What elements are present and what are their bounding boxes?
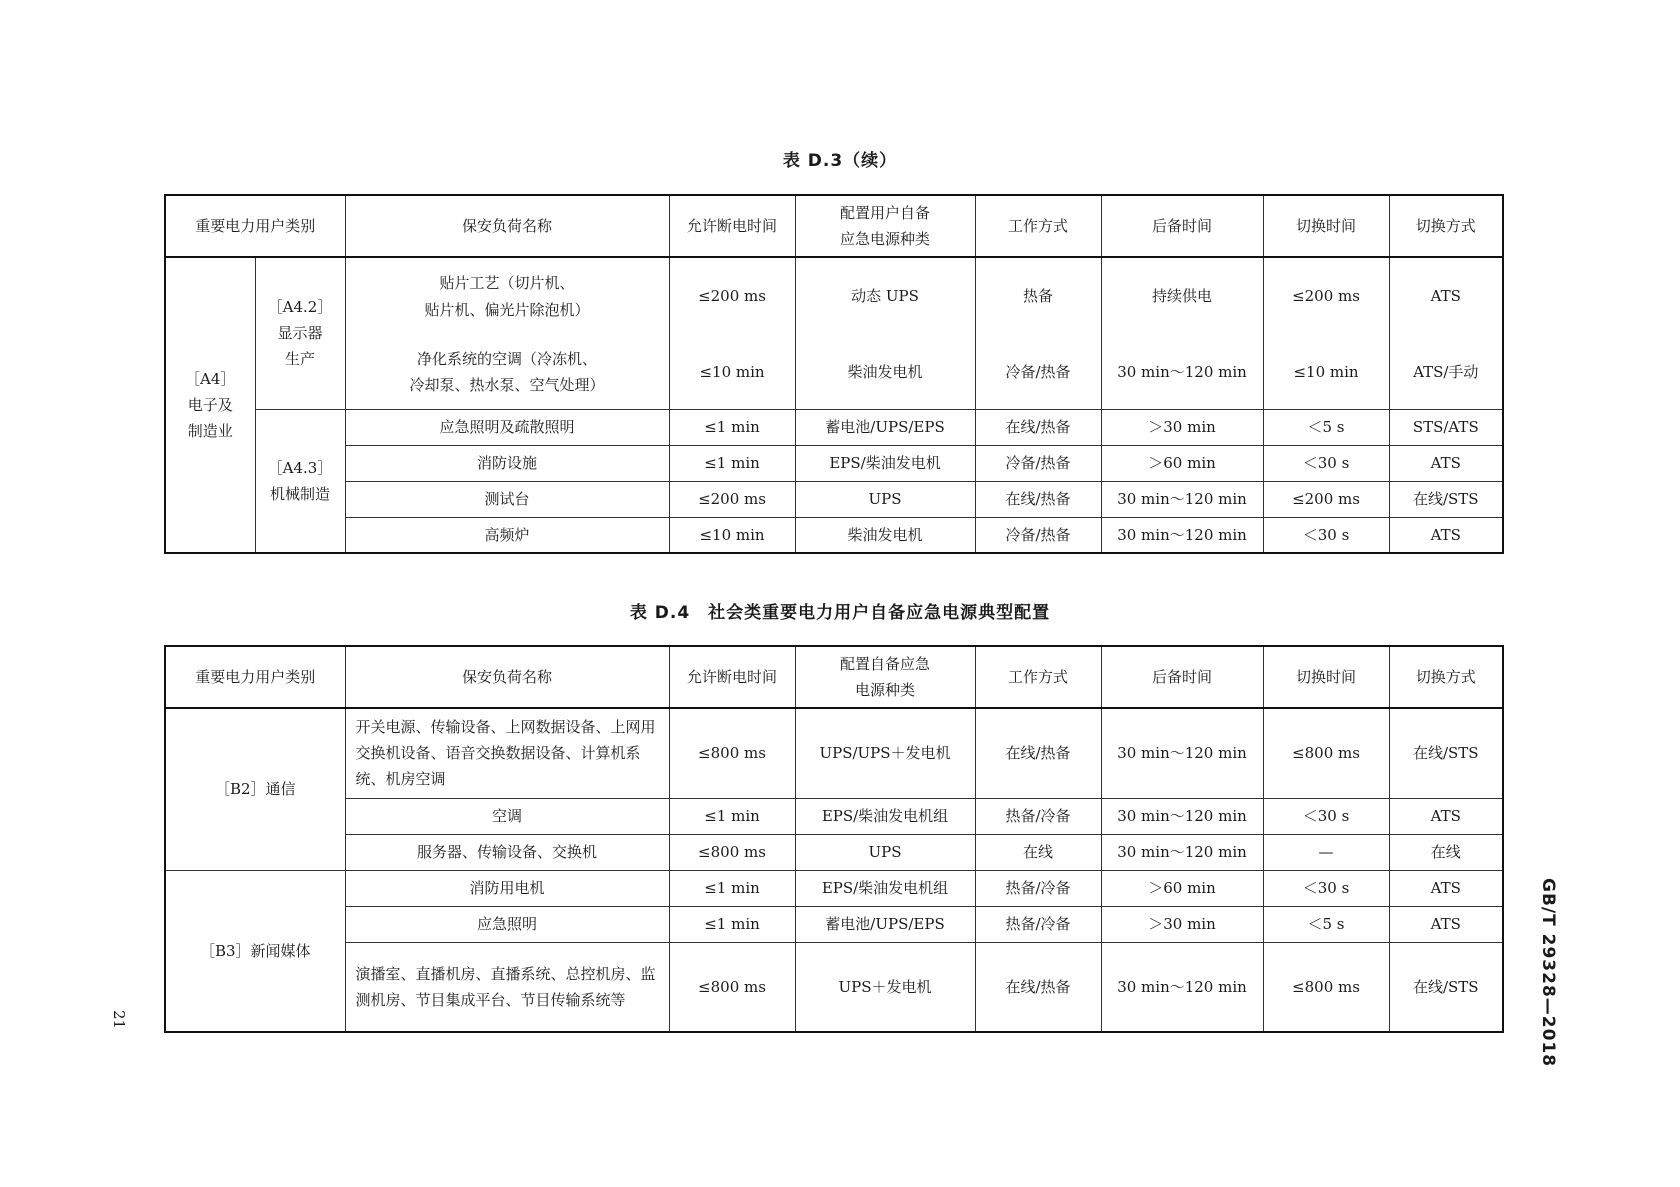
power-type-cell: EPS/柴油发电机组 (795, 870, 975, 906)
switch-mode-cell: 在线/STS (1389, 481, 1503, 517)
table-row (165, 517, 1503, 553)
category-cell: ［B3］新闻媒体 (165, 870, 345, 1032)
switch-time-cell: ≤200 ms (1263, 481, 1389, 517)
work-mode-cell: 热备/冷备 (975, 798, 1101, 834)
load-name-cell: 服务器、传输设备、交换机 (345, 834, 669, 870)
outage-time-cell: ≤800 ms (669, 708, 795, 798)
load-name-cell: 空调 (345, 798, 669, 834)
table-row (165, 906, 1503, 942)
outage-time-cell: ≤1 min (669, 906, 795, 942)
outage-time-cell: ≤1 min (669, 870, 795, 906)
header-work-mode: 工作方式 (975, 195, 1101, 257)
outage-time-cell: ≤800 ms (669, 942, 795, 1032)
header-power-type: 配置自备应急 电源种类 (795, 646, 975, 708)
switch-time-cell: ＜5 s (1263, 409, 1389, 445)
switch-time-cell: ＜30 s (1263, 517, 1389, 553)
load-name-cell: 应急照明 (345, 906, 669, 942)
backup-time-cell: 持续供电 (1101, 257, 1263, 335)
outage-time-cell: ≤800 ms (669, 834, 795, 870)
header-switch-time: 切换时间 (1263, 195, 1389, 257)
header-load-name: 保安负荷名称 (345, 195, 669, 257)
backup-time-cell: 30 min～120 min (1101, 798, 1263, 834)
switch-time-cell: — (1263, 834, 1389, 870)
switch-mode-cell: ATS (1389, 517, 1503, 553)
switch-mode-cell: ATS (1389, 798, 1503, 834)
header-work-mode: 工作方式 (975, 646, 1101, 708)
power-type-cell: UPS/UPS＋发电机 (795, 708, 975, 798)
switch-mode-cell: STS/ATS (1389, 409, 1503, 445)
table-d3 (164, 194, 1504, 554)
backup-time-cell: 30 min～120 min (1101, 834, 1263, 870)
backup-time-cell: 30 min～120 min (1101, 481, 1263, 517)
work-mode-cell: 在线 (975, 834, 1101, 870)
table-row (165, 445, 1503, 481)
load-name-cell: 消防用电机 (345, 870, 669, 906)
load-name-cell: 贴片工艺（切片机、 贴片机、偏光片除泡机） (345, 257, 669, 335)
backup-time-cell: 30 min～120 min (1101, 335, 1263, 409)
backup-time-cell: 30 min～120 min (1101, 942, 1263, 1032)
header-category: 重要电力用户类别 (165, 195, 345, 257)
table-row (165, 870, 1503, 906)
standard-code: GB/T 29328—2018 (1538, 878, 1558, 1068)
header-switch-mode: 切换方式 (1389, 195, 1503, 257)
switch-time-cell: ≤800 ms (1263, 942, 1389, 1032)
switch-time-cell: ≤10 min (1263, 335, 1389, 409)
table-d4 (164, 645, 1504, 1033)
switch-time-cell: ＜5 s (1263, 906, 1389, 942)
switch-time-cell: ≤800 ms (1263, 708, 1389, 798)
work-mode-cell: 冷备/热备 (975, 335, 1101, 409)
switch-time-cell: ＜30 s (1263, 798, 1389, 834)
power-type-cell: UPS (795, 834, 975, 870)
table-row (165, 942, 1503, 1032)
load-name-cell: 应急照明及疏散照明 (345, 409, 669, 445)
load-name-cell: 高频炉 (345, 517, 669, 553)
table-header-row (165, 646, 1503, 708)
switch-time-cell: ＜30 s (1263, 870, 1389, 906)
power-type-cell: 动态 UPS (795, 257, 975, 335)
table-row (165, 834, 1503, 870)
backup-time-cell: 30 min～120 min (1101, 517, 1263, 553)
work-mode-cell: 热备 (975, 257, 1101, 335)
power-type-cell: EPS/柴油发电机 (795, 445, 975, 481)
header-switch-time: 切换时间 (1263, 646, 1389, 708)
table-row (165, 708, 1503, 798)
work-mode-cell: 在线/热备 (975, 942, 1101, 1032)
power-type-cell: 柴油发电机 (795, 517, 975, 553)
table-row (165, 257, 1503, 335)
power-type-cell: UPS (795, 481, 975, 517)
header-power-type: 配置用户自备 应急电源种类 (795, 195, 975, 257)
subcategory-cell: ［A4.2］ 显示器 生产 (255, 257, 345, 409)
switch-mode-cell: ATS/手动 (1389, 335, 1503, 409)
load-name-cell: 消防设施 (345, 445, 669, 481)
work-mode-cell: 在线/热备 (975, 409, 1101, 445)
header-backup-time: 后备时间 (1101, 195, 1263, 257)
table-row (165, 481, 1503, 517)
load-name-cell: 净化系统的空调（冷冻机、 冷却泵、热水泵、空气处理） (345, 335, 669, 409)
table-d4-caption: 表 D.4 社会类重要电力用户自备应急电源典型配置 (629, 603, 1051, 623)
load-name-cell: 演播室、直播机房、直播系统、总控机房、监测机房、节目集成平台、节目传输系统等 (345, 942, 669, 1032)
header-load-name: 保安负荷名称 (345, 646, 669, 708)
work-mode-cell: 热备/冷备 (975, 906, 1101, 942)
switch-mode-cell: 在线/STS (1389, 708, 1503, 798)
table-header-row (165, 195, 1503, 257)
header-category: 重要电力用户类别 (165, 646, 345, 708)
outage-time-cell: ≤200 ms (669, 481, 795, 517)
outage-time-cell: ≤1 min (669, 445, 795, 481)
outage-time-cell: ≤10 min (669, 335, 795, 409)
work-mode-cell: 在线/热备 (975, 708, 1101, 798)
category-cell: ［A4］ 电子及 制造业 (165, 257, 255, 553)
switch-mode-cell: ATS (1389, 257, 1503, 335)
page-number: 21 (110, 1010, 128, 1030)
backup-time-cell: ＞60 min (1101, 870, 1263, 906)
backup-time-cell: 30 min～120 min (1101, 708, 1263, 798)
switch-mode-cell: 在线 (1389, 834, 1503, 870)
power-type-cell: 蓄电池/UPS/EPS (795, 409, 975, 445)
outage-time-cell: ≤200 ms (669, 257, 795, 335)
switch-mode-cell: 在线/STS (1389, 942, 1503, 1032)
table-d3-caption: 表 D.3（续） (782, 151, 898, 171)
switch-mode-cell: ATS (1389, 870, 1503, 906)
outage-time-cell: ≤1 min (669, 409, 795, 445)
header-outage-time: 允许断电时间 (669, 646, 795, 708)
switch-time-cell: ≤200 ms (1263, 257, 1389, 335)
backup-time-cell: ＞30 min (1101, 906, 1263, 942)
power-type-cell: 蓄电池/UPS/EPS (795, 906, 975, 942)
table-row (165, 798, 1503, 834)
load-name-cell: 开关电源、传输设备、上网数据设备、上网用交换机设备、语音交换数据设备、计算机系统、机房空调 (345, 708, 669, 798)
table-row (165, 335, 1503, 409)
outage-time-cell: ≤1 min (669, 798, 795, 834)
outage-time-cell: ≤10 min (669, 517, 795, 553)
table-row (165, 409, 1503, 445)
load-name-cell: 测试台 (345, 481, 669, 517)
work-mode-cell: 冷备/热备 (975, 517, 1101, 553)
work-mode-cell: 在线/热备 (975, 481, 1101, 517)
subcategory-cell: ［A4.3］ 机械制造 (255, 409, 345, 553)
power-type-cell: UPS＋发电机 (795, 942, 975, 1032)
switch-mode-cell: ATS (1389, 906, 1503, 942)
backup-time-cell: ＞30 min (1101, 409, 1263, 445)
header-backup-time: 后备时间 (1101, 646, 1263, 708)
switch-time-cell: ＜30 s (1263, 445, 1389, 481)
category-cell: ［B2］通信 (165, 708, 345, 870)
power-type-cell: 柴油发电机 (795, 335, 975, 409)
work-mode-cell: 冷备/热备 (975, 445, 1101, 481)
backup-time-cell: ＞60 min (1101, 445, 1263, 481)
switch-mode-cell: ATS (1389, 445, 1503, 481)
power-type-cell: EPS/柴油发电机组 (795, 798, 975, 834)
header-switch-mode: 切换方式 (1389, 646, 1503, 708)
header-outage-time: 允许断电时间 (669, 195, 795, 257)
work-mode-cell: 热备/冷备 (975, 870, 1101, 906)
